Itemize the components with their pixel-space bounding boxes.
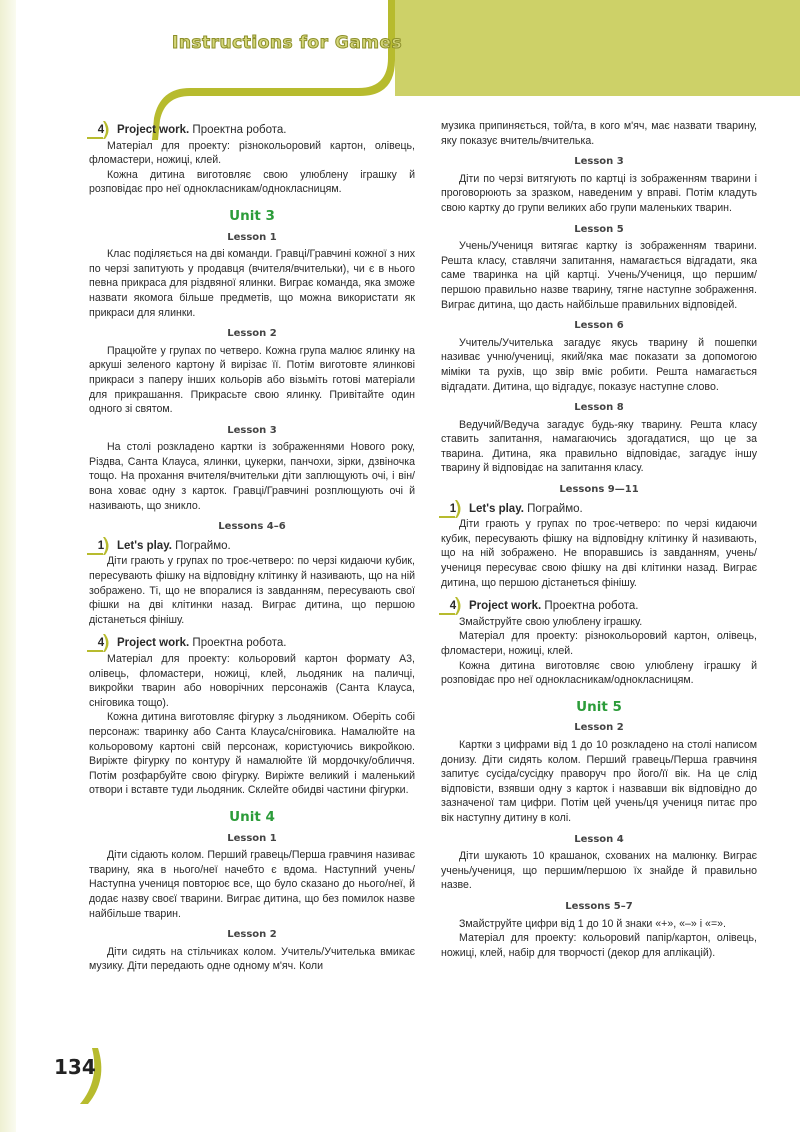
task-bracket-icon	[85, 633, 113, 653]
lesson-heading: Lesson 8	[574, 402, 624, 414]
unit-heading: Unit 3	[229, 207, 275, 224]
lesson-heading: Lesson 1	[227, 231, 277, 243]
task-subtitle: Проектна робота.	[192, 124, 287, 136]
task-bracket-icon	[85, 120, 113, 140]
paragraph: Учень/Учениця витягає картку із зображенням тварини. Решта класу, ставлячи запитання, намагається відгадати, яка саме тваринка на цій картці. Учень/Учениця, що першим/першою правильно назве тварину, тягне наступне зображення. Виграє дитина, що дасть найбільше правильних відповідей.	[441, 240, 757, 311]
paragraph: Матеріал для проекту: різнокольоровий картон, олівець, фломастери, ножиці, клей.	[89, 139, 415, 167]
paragraph: Кожна дитина виготовляє свою улюблену іграшку й розповідає про неї однокласникам/однокласницям.	[89, 168, 415, 196]
paragraph: Кожна дитина виготовляє свою улюблену іграшку й розповідає про неї однокласникам/однокласницям.	[441, 659, 757, 687]
paragraph: Діти грають у групах по троє-четверо: по черзі кидаючи кубик, пересувають фішку на відповідну клітинку й називають, що на ній зображено. Не впоравшись із завданням, учень/учениця пересуває свою фішку на дві клітинки назад. Виграє дитина, що першою дістанеться фінішу.	[441, 518, 757, 589]
task-number: 4	[97, 637, 105, 650]
task-heading	[89, 123, 415, 138]
task-title: Let's play.	[469, 502, 524, 515]
paragraph: Діти сідають колом. Перший гравець/Перша гравчиня називає тварину, яка в нього/неї начебто є вдома. Наступний учень/Наступна учениця повторює все, що було сказано до нього/неї, й додає назву своєї тварини. Виграє дитина, що без помилок назве найбільше тварин.	[89, 849, 415, 920]
task-title: Let's play.	[117, 539, 172, 552]
paragraph: музика припиняється, той/та, в кого м'яч, має назвати тварину, яку показує вчитель/вчителька.	[441, 120, 757, 147]
task-number: 4	[97, 124, 105, 136]
section-title: Instructions for Games	[172, 33, 403, 53]
paragraph: Клас поділяється на дві команди. Гравці/Гравчині кожної з них по черзі запитують у продавця (вчителя/вчительки), чи є в нього певна прикраса для різдвяної ялинки. Виграє команда, яка зможе назвати якомога більше предметів, що можна використати як прикраси для ялинки.	[89, 248, 415, 319]
paragraph: Діти грають у групах по троє-четверо: по черзі кидаючи кубик, пересувають фішку на відповідну клітинку й називають, що на ній зображено. Ті, що не впоралися із завданням, пересувають свої фішки на дві клітинки назад. Виграє дитина, що першою дістанеться фінішу.	[89, 555, 415, 626]
lesson-heading: Lesson 2	[574, 722, 624, 734]
paragraph: Матеріал для проекту: кольоровий папір/картон, олівець, ножиці, клей, набір для творчості (декор для аплікацій).	[441, 932, 757, 959]
task-subtitle: Пограймо.	[527, 502, 583, 515]
left-column	[89, 119, 415, 974]
unit-heading: Unit 5	[576, 698, 622, 715]
paragraph: На столі розкладено картки із зображеннями Нового року, Різдва, Санта Клауса, ялинки, цукерки, панчохи, зірки, дзвіночка тощо. На прохання вчителя/вчительки діти заплющують очі, і він/вона ховає одну з карток. Гравці/Гравчині розплющують очі й називають, що зникло.	[89, 441, 415, 512]
lesson-heading: Lesson 6	[574, 320, 624, 332]
task-bracket-icon	[437, 596, 465, 616]
paragraph: Діти по черзі витягують по картці із зображенням тварини і проговорюють за зразком, наведеним у вправі. Потім кладуть свою картку до групи великих або групи маленьких тварин.	[441, 172, 757, 214]
page-number: 134	[54, 1055, 96, 1079]
task-title: Project work.	[117, 124, 190, 136]
task-subtitle: Проектна робота.	[544, 600, 639, 613]
left-margin-strip	[0, 0, 16, 1132]
task-subtitle: Проектна робота.	[192, 637, 287, 650]
task-number: 1	[97, 539, 105, 552]
lesson-heading: Lessons 4–6	[218, 521, 286, 533]
paragraph: Учитель/Учителька загадує якусь тварину й пошепки називає учню/учениці, який/яка має показати за допомогою міміки та рухів, що звір вміє робити. Решта намагається відгадати. Дитина, що відгадує, показує наступне слово.	[441, 336, 757, 393]
paragraph: Ведучий/Ведуча загадує будь-яку тварину. Решта класу ставить запитання, намагаючись здогадатися, що це за тварина. Дитина, яка правильно відповідає, загадує іншу тварину й відповідає на запитання класу.	[441, 418, 757, 475]
lesson-heading: Lesson 3	[574, 156, 624, 168]
lesson-heading: Lesson 2	[227, 929, 277, 941]
paragraph: Працюйте у групах по четверо. Кожна група малює ялинку на аркуші зеленого картону й вирізає її. Потім виготовте ялинкові прикраси з паперу інших кольорів або візьміть готові матеріали для прикрашання. Прикрасьте свою ялинку. Привітайте один одного зі святом.	[89, 344, 415, 416]
paragraph: Діти шукають 10 крашанок, схованих на малюнку. Виграє учень/учениця, що першим/першою їх знайде й правильно назве.	[441, 850, 757, 892]
paragraph: Змайструйте свою улюблену іграшку.	[459, 615, 643, 628]
task-bracket-icon	[437, 499, 465, 519]
paragraph: Матеріал для проекту: кольоровий картон формату А3, олівець, фломастери, ножиці, клей, льодяник на паличці, викройки тварин або новорічних персонажів (Санта Клауса, сніговика тощо).	[89, 653, 415, 709]
task-heading	[89, 636, 415, 651]
lesson-heading: Lessons 9—11	[559, 484, 639, 496]
lesson-heading: Lessons 5–7	[565, 900, 633, 912]
paragraph: Картки з цифрами від 1 до 10 розкладено на столі написом донизу. Діти сидять колом. Перший гравець/Перша гравчиня запитує сусіда/сусідку праворуч про його/її вік. На це слід відповісти, взявши одну з карток і назвавши вік відповідно до зазначеної там цифри. Потім цей учень/ця учениця питає про вік наступну дитину в колі.	[441, 738, 757, 824]
paragraph: Матеріал для проекту: різнокольоровий картон, олівець, фломастери, ножиці, клей.	[441, 630, 757, 657]
task-title: Project work.	[469, 600, 542, 613]
task-bracket-icon	[85, 536, 113, 556]
lesson-heading: Lesson 1	[227, 832, 277, 844]
paragraph: Діти сидять на стільчиках колом. Учитель/Учителька вмикає музику. Діти передають одне одному м'яч. Коли	[89, 945, 415, 973]
task-number: 1	[449, 502, 457, 515]
task-heading	[441, 502, 757, 517]
right-column	[441, 119, 757, 960]
lesson-heading: Lesson 5	[574, 223, 624, 235]
task-heading	[89, 539, 415, 554]
lesson-heading: Lesson 4	[574, 833, 624, 845]
task-subtitle: Пограймо.	[175, 539, 231, 552]
task-title: Project work.	[117, 637, 190, 650]
paragraph: Кожна дитина виготовляє фігурку з льодяником. Оберіть собі персонаж: тваринку або Санта Клауса/сніговика. Намалюйте на кольоровому картоні свій персонаж, користуючись викройкою. Виріжте фігурку по контуру й намалюйте їй мордочку/обличчя. Потім розфарбуйте свою фігурку. Виріжте великий і маленький отвори і вставте туди льодяник. Склейте обидві частини фігурки.	[89, 711, 415, 797]
task-heading	[441, 599, 757, 614]
task-number: 4	[449, 600, 457, 613]
lesson-heading: Lesson 3	[227, 424, 277, 436]
lesson-heading: Lesson 2	[227, 328, 277, 340]
unit-heading: Unit 4	[229, 808, 275, 825]
paragraph: Змайструйте цифри від 1 до 10 й знаки «+», «–» і «=».	[459, 917, 726, 930]
